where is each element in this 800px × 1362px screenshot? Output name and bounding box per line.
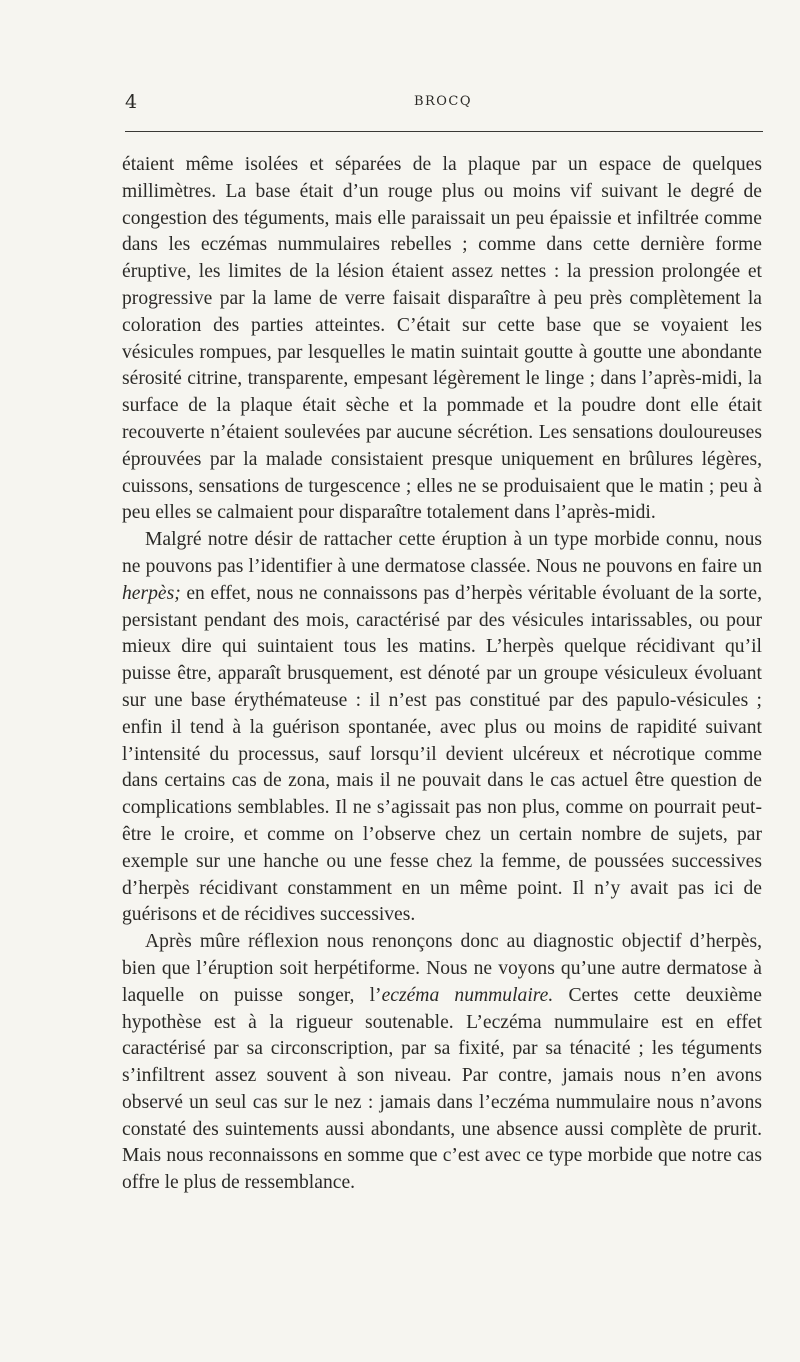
paragraph-1	[122, 152, 762, 527]
paragraph-1-text: étaient même isolées et séparées de la plaque par un espace de quelques millimètres. La base était d’un rouge plus ou moins vif suivant le degré de congestion des téguments, mais elle paraissait un peu épaissie et infiltrée comme dans les eczémas nummulaires rebelles ; comme dans cette dernière forme éruptive, les limites de la lésion étaient assez nettes : la pression prolongée et progressive par la lame de verre faisait disparaître à peu près complètement la coloration des parties atteintes. C’était sur cette base que se voyaient les vésicules rompues, par lesquelles le matin suintait goutte à goutte une abondante sérosité citrine, transparente, empesant légèrement le linge ; dans l’après-midi, la surface de la plaque était sèche et la pommade et la poudre dont elle était recouverte n’étaient soulevées par aucune sécrétion. Les sensations douloureuses éprouvées par la malade consistaient presque uniquement en brûlures légères, cuissons, sensations de turgescence ; elles ne se produisaient que le matin ; peu à peu elles se calmaient pour disparaître totalement dans l’après-midi.	[122, 154, 762, 524]
paragraph-2-text-b: en effet, nous ne connaissons pas d’herpès véritable évoluant de la sorte, persistant pendant des mois, caractérisé par des vésicules intarissables, ou pour mieux dire qui suintaient tous les matins. L’herpès quelque récidivant qu’il puisse être, apparaît brusquement, est dénoté par un groupe vésiculeux évoluant sur une base érythémateuse : il n’est pas constitué par des papulo-vésicules ; enfin il tend à la guérison spontanée, avec plus ou moins de rapidité suivant l’intensité du processus, sauf lorsqu’il devient ulcéreux et nécrotique comme dans certains cas de zona, mais il ne pouvait dans le cas actuel être question de complications semblables. Il ne s’agissait pas non plus, comme on pourrait peut-être le croire, et comme on l’observe chez un certain nombre de sujets, par exemple sur une hanche ou une fesse chez la femme, de poussées successives d’herpès récidivant constamment en un même point. Il n’y avait pas ici de guérisons et de récidives successives.	[122, 582, 762, 926]
page-number: 4	[125, 91, 138, 113]
page-header	[125, 90, 761, 118]
running-head: BROCQ	[413, 94, 473, 109]
paragraph-3	[122, 929, 762, 1197]
italic-eczema-nummulaire: eczéma nummulaire.	[381, 984, 554, 1006]
header-rule	[125, 131, 763, 132]
paragraph-2	[122, 527, 762, 929]
paragraph-3-text-b: Certes cette deuxième hypothèse est à la rigueur soutenable. L’eczéma nummulaire est en effet caractérisé par sa circonscription, par sa fixité, par sa ténacité ; les téguments s’infiltrent assez souvent à son niveau. Par contre, jamais nous n’en avons observé un seul cas sur le nez : jamais dans l’eczéma nummulaire nous n’avons constaté des suintements aussi abondants, une absence aussi complète de prurit. Mais nous reconnaissons en somme que c’est avec ce type morbide que notre cas offre le plus de ressemblance.	[122, 984, 762, 1194]
body-text	[122, 152, 762, 1197]
italic-herpes: herpès;	[122, 582, 181, 604]
paragraph-3-text-a: Après mûre réflexion nous renonçons donc au diagnostic objectif d’herpès, bien que l’éruption soit herpétiforme. Nous ne voyons qu’une autre dermatose à laquelle on puisse songer, l’	[122, 931, 762, 1006]
paragraph-2-text-a: Malgré notre désir de rattacher cette éruption à un type morbide connu, nous ne pouvons pas l’identifier à une dermatose classée. Nous ne pouvons en faire un	[122, 529, 762, 577]
